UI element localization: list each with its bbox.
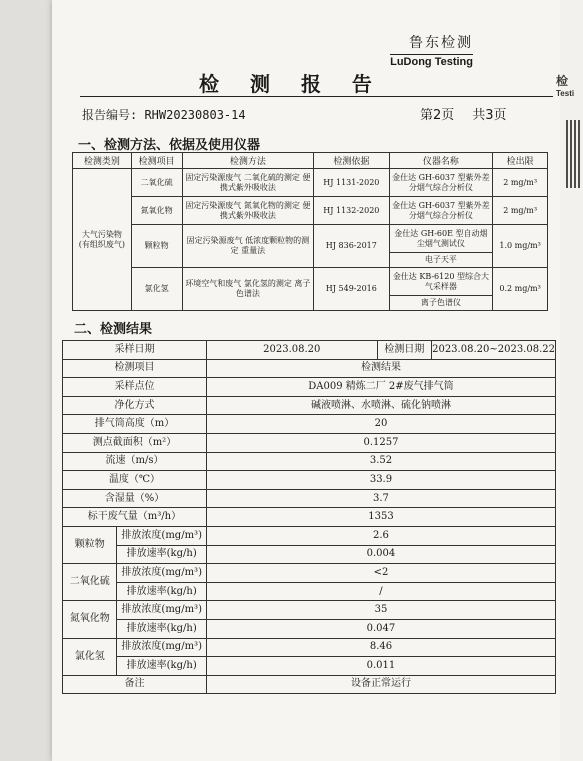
table-row	[63, 657, 556, 676]
table-row	[63, 582, 556, 601]
value-cell: 1353	[206, 508, 555, 527]
pollutant-cell: 颗粒物	[63, 526, 117, 563]
table-row	[73, 169, 548, 197]
results-table	[62, 340, 556, 694]
page-title: 检 测 报 告	[199, 72, 384, 96]
pollutant-cell: 氮氧化物	[63, 601, 117, 638]
value-cell: 设备正常运行	[206, 675, 555, 694]
value-cell: 0.011	[206, 657, 555, 676]
basis-cell: HJ 549-2016	[314, 268, 389, 311]
table-row	[63, 545, 556, 564]
basis-cell: HJ 1132-2020	[314, 197, 389, 225]
item-cell: 颗粒物	[131, 225, 182, 268]
col-header: 检测依据	[314, 153, 389, 169]
instrument-cell: 金仕达 GH-6037 型紫外差分烟气综合分析仪	[389, 169, 493, 197]
table-row	[63, 638, 556, 657]
instrument-cell: 电子天平	[389, 253, 493, 268]
value-cell: <2	[206, 564, 555, 583]
value-cell: 3.52	[206, 452, 555, 471]
value-cell: 2023.08.20	[206, 341, 377, 360]
value-cell: 33.9	[206, 471, 555, 490]
pollutant-cell: 氯化氢	[63, 638, 117, 675]
label-cell: 采样点位	[63, 378, 207, 397]
label-cell: 排放速率(kg/h)	[117, 657, 206, 676]
value-cell: 碱液喷淋、水喷淋、硫化钠喷淋	[206, 396, 555, 415]
page-total: 共3页	[472, 108, 507, 123]
table-row	[63, 601, 556, 620]
limit-cell: 2 mg/m³	[493, 169, 548, 197]
table-row	[63, 489, 556, 508]
value-cell: 8.46	[206, 638, 555, 657]
pollutant-cell: 二氧化硫	[63, 564, 117, 601]
table-row	[73, 225, 548, 253]
brand-cn: 鲁东检测	[409, 35, 473, 51]
table-row	[63, 433, 556, 452]
value-cell: 35	[206, 601, 555, 620]
label-cell: 排放浓度(mg/m³)	[117, 601, 206, 620]
value-cell: 2023.08.20~2023.08.22	[432, 341, 556, 360]
value-cell: 0.1257	[206, 433, 555, 452]
label-cell: 检测项目	[63, 359, 207, 378]
limit-cell: 2 mg/m³	[493, 197, 548, 225]
table-row	[63, 452, 556, 471]
instrument-cell: 离子色谱仪	[389, 296, 493, 311]
table-row	[63, 508, 556, 527]
value-cell: 3.7	[206, 489, 555, 508]
brand	[390, 32, 473, 68]
col-header: 仪器名称	[389, 153, 493, 169]
table-row	[63, 471, 556, 490]
label-cell: 净化方式	[63, 396, 207, 415]
table-row	[73, 268, 548, 296]
col-header: 检测方法	[182, 153, 314, 169]
method-cell: 固定污染源废气 二氧化硫的测定 便携式紫外吸收法	[182, 169, 314, 197]
label-cell: 采样日期	[63, 341, 207, 360]
item-cell: 氮氧化物	[131, 197, 182, 225]
table-row	[63, 396, 556, 415]
value-cell: /	[206, 582, 555, 601]
limit-cell: 0.2 mg/m³	[493, 268, 548, 311]
instrument-cell: 金仕达 GH-6037 型紫外差分烟气综合分析仪	[389, 197, 493, 225]
label-cell: 排气筒高度（m）	[63, 415, 207, 434]
label-cell: 排放浓度(mg/m³)	[117, 526, 206, 545]
label-cell: 排放速率(kg/h)	[117, 619, 206, 638]
label-cell: 备注	[63, 675, 207, 694]
label-cell: 流速（m/s）	[63, 452, 207, 471]
table-row	[63, 359, 556, 378]
background-left	[0, 0, 52, 761]
table-row	[63, 564, 556, 583]
col-header: 检测项目	[131, 153, 182, 169]
value-cell: DA009 精炼二厂 2#废气排气筒	[206, 378, 555, 397]
limit-cell: 1.0 mg/m³	[493, 225, 548, 268]
table-row	[63, 526, 556, 545]
value-cell: 0.004	[206, 545, 555, 564]
label-cell: 排放速率(kg/h)	[117, 545, 206, 564]
table-row	[63, 341, 556, 360]
category-cell: 大气污染物 (有组织废气)	[73, 169, 132, 311]
method-cell: 固定污染源废气 氮氧化物的测定 便携式紫外吸收法	[182, 197, 314, 225]
title-divider	[80, 96, 553, 97]
page-number: 第2页	[420, 108, 455, 123]
methods-table	[72, 152, 548, 311]
label-cell: 排放速率(kg/h)	[117, 582, 206, 601]
col-header: 检测类别	[73, 153, 132, 169]
instrument-cell: 金仕达 KB-6120 型综合大气采样器	[389, 268, 493, 296]
label-cell: 含湿量（%）	[63, 489, 207, 508]
basis-cell: HJ 1131-2020	[314, 169, 389, 197]
page-info	[420, 104, 525, 123]
table-row	[63, 619, 556, 638]
table-row	[73, 197, 548, 225]
value-cell: 检测结果	[206, 359, 555, 378]
item-cell: 二氧化硫	[131, 169, 182, 197]
qr-code	[566, 120, 582, 188]
report-number: 报告编号: RHW20230803-14	[82, 108, 246, 122]
table-row	[63, 415, 556, 434]
table-row	[63, 675, 556, 694]
value-cell: 20	[206, 415, 555, 434]
basis-cell: HJ 836-2017	[314, 225, 389, 268]
method-cell: 固定污染源废气 低浓度颗粒物的测定 重量法	[182, 225, 314, 268]
label-cell: 排放浓度(mg/m³)	[117, 564, 206, 583]
value-cell: 0.047	[206, 619, 555, 638]
label-cell: 排放浓度(mg/m³)	[117, 638, 206, 657]
col-header: 检出限	[493, 153, 548, 169]
methods-table-header	[73, 153, 548, 169]
label-cell: 检测日期	[377, 341, 431, 360]
label-cell: 温度（℃）	[63, 471, 207, 490]
value-cell: 2.6	[206, 526, 555, 545]
red-seal	[560, 330, 583, 450]
instrument-cell: 金仕达 GH-60E 型自动烟尘烟气测试仪	[389, 225, 493, 253]
method-cell: 环境空气和废气 氯化氢的测定 离子色谱法	[182, 268, 314, 311]
side-stamp-line1: 检	[556, 74, 569, 88]
table-row	[63, 378, 556, 397]
item-cell: 氯化氢	[131, 268, 182, 311]
brand-en: LuDong Testing	[390, 56, 473, 68]
side-stamp-line2: Testi	[556, 89, 575, 98]
section1-title: 一、检测方法、依据及使用仪器	[78, 138, 261, 153]
section2-title: 二、检测结果	[74, 322, 153, 337]
label-cell: 测点截面积（m²）	[63, 433, 207, 452]
label-cell: 标干废气量（m³/h）	[63, 508, 207, 527]
